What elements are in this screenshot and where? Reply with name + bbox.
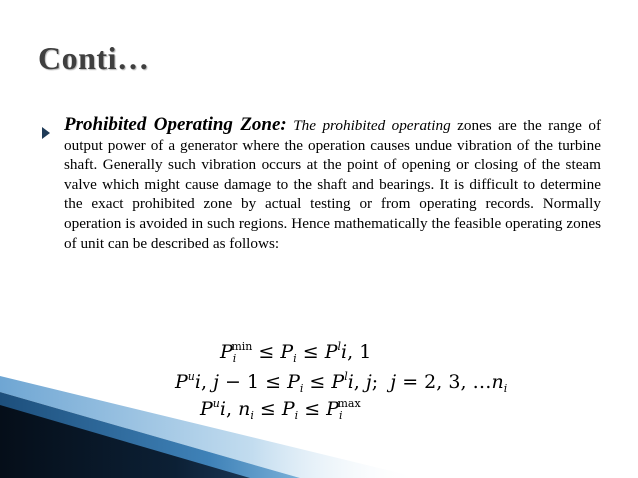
equation-3: $P^ui$, $n_i \le P_i \le P_i^{max}$ bbox=[200, 397, 361, 422]
bullet-intro-italic: The prohibited operating bbox=[293, 117, 451, 134]
slide-title: Conti… bbox=[38, 40, 150, 76]
bullet-term: Prohibited Operating Zone: bbox=[64, 114, 287, 135]
bullet-body: zones are the range of output power of a generator where the operation causes undue vibration of the turbine shaft. Generally such vibration occurs at the point of opening or closing of the steam valve which might cause damage to the shaft and bearings. It is difficult to determine the exact prohibited zone by actual testing or from operating records. Normally operation is avoided in such regions. Hence mathematically the feasible operating zones of unit can be described as follows: bbox=[64, 117, 601, 252]
equation-1: $P_i^{min} \le P_i \le P^li$, 1 bbox=[220, 340, 372, 365]
bullet-paragraph bbox=[64, 115, 601, 253]
bullet-arrow-icon bbox=[42, 127, 50, 139]
equation-2: $P^ui$, $j - 1 \le P_i \le P^li$, j; j = 2, 3, $\dots n_i$ bbox=[175, 370, 508, 395]
